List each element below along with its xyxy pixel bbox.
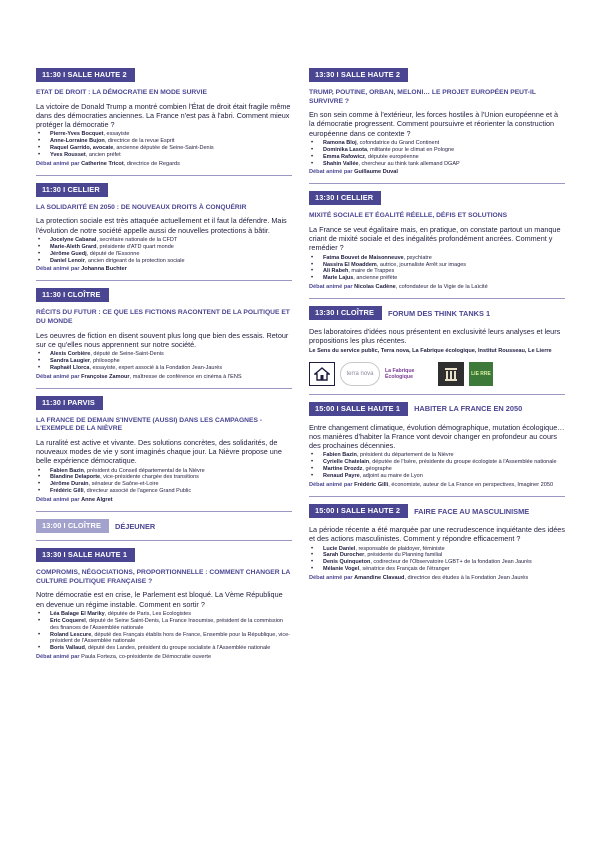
le-lierre-logo: LIE RRE (469, 362, 493, 386)
speaker-role: , président du département de la Nièvre (356, 452, 454, 459)
speaker-role: , députée de Paris, Les Ecologistes (104, 610, 191, 617)
house-logo (309, 362, 335, 386)
speaker-list (36, 611, 292, 652)
speaker-name: Fabien Bazin (323, 452, 357, 459)
speaker-role: , directrice de la revue Esprit (104, 138, 175, 145)
speaker-name: Pierre-Yves Bocquet (50, 131, 104, 138)
divider (309, 183, 565, 184)
time-room-tag: 13:30 I SALLE HAUTE 1 (36, 548, 135, 562)
moderator-role: , économiste, auteur de La France en perspectives, Imaginer 2050 (388, 482, 554, 489)
session-block (36, 548, 292, 661)
speaker-name: Emma Rafowicz (323, 153, 365, 160)
speaker-role: , maire de Trappes (348, 268, 395, 275)
speaker-role: , ancien préfet (85, 151, 121, 158)
speaker-list (309, 452, 565, 480)
left-column (36, 68, 292, 661)
session-description: Entre changement climatique, évolution démographique, mutation écologique… nos manières d'habiter la France vont devoir changer en profondeur au cours des prochaines décennies. (309, 422, 565, 451)
session-description: Notre démocratie est en crise, le Parlement est bloqué. La Vème République en devenue un régime instable. Comment en sortir ? (36, 590, 283, 609)
speaker-role: , présidente d'ATD quart monde (96, 243, 174, 250)
speaker-list (309, 255, 565, 283)
moderator-prefix: Débat animé par (309, 482, 353, 489)
speaker-role: , ancienne préfète (353, 275, 398, 282)
moderator-role: Paula Forteza, co-présidente de Démocratie ouverte (81, 654, 212, 661)
speaker-item (36, 131, 292, 138)
moderator-role: , directrice des études à la Fondation Jean Jaurès (404, 575, 529, 582)
time-room-tag: 15:00 I SALLE HAUTE 2 (309, 504, 408, 518)
session-header (36, 519, 292, 533)
moderator-line (309, 284, 565, 291)
speaker-role: , psychiatre (403, 254, 432, 261)
speaker-role: , essayiste, expert associé à la Fondation Jean-Jaurès (89, 364, 223, 371)
moderator-line (36, 266, 292, 273)
speaker-item (36, 365, 292, 372)
speaker-name: Anne-Lorraine Bujon (50, 138, 105, 145)
moderator-name: Nicolas Cadène (354, 284, 396, 291)
speaker-item (309, 268, 565, 275)
divider (36, 388, 292, 389)
moderator-line (309, 482, 565, 489)
session-header (36, 548, 292, 562)
session-header (309, 191, 565, 205)
speaker-item (309, 140, 565, 147)
speaker-role: , philosophe (90, 357, 120, 364)
session-description: La ruralité est active et vivante. Des solutions concrètes, des solidarités, de nouveaux modes de vie y sont imaginés chaque jour. La Nièvre propose une belle expérience démocratique. (36, 437, 282, 466)
speaker-name: Ali Rabeh (323, 268, 349, 275)
speaker-item (309, 552, 565, 559)
speaker-role: , adjoint au maire de Lyon (359, 473, 423, 480)
speaker-item (36, 138, 292, 145)
speaker-name: Jocelyne Cabanal (50, 236, 97, 243)
moderator-line (36, 161, 292, 168)
moderator-prefix: Débat animé par (36, 497, 80, 504)
divider (309, 298, 565, 299)
moderator-line (309, 575, 565, 582)
right-column (309, 68, 565, 582)
speaker-role: , cofondatrice du Grand Continent (356, 139, 440, 146)
session-label: FAIRE FACE AU MASCULINISME (414, 506, 530, 516)
speaker-item (309, 466, 565, 473)
speaker-name: Alexis Corbière (50, 351, 91, 358)
think-tank-list: Le Sens du service public, Terra nova, La Fabrique écologique, Institut Rousseau, Le Lierre (309, 347, 552, 354)
session-label: FORUM DES THINK TANKS 1 (388, 308, 491, 318)
moderator-prefix: Débat animé par (36, 160, 80, 167)
speaker-name: Lucie Daniel (323, 545, 356, 552)
moderator-name: Françoise Zamour (81, 373, 130, 380)
session-block (309, 191, 565, 291)
speaker-item (309, 452, 565, 459)
session-header (309, 402, 565, 416)
speaker-name: Jérôme Guedj (50, 250, 87, 257)
speaker-name: Nassira El Moaddem (323, 261, 377, 268)
divider (36, 280, 292, 281)
speaker-item (309, 154, 565, 161)
session-description: Des laboratoires d'idées nous présentent en exclusivité leurs analyses et leurs propositions les plus récentes. (309, 327, 561, 346)
session-description: La victoire de Donald Trump a montré combien l'État de droit était fragile même dans des démocraties anciennes. La France n'est pas à l'abri. Comment mieux protéger la démocratie ? (36, 101, 291, 129)
session-description: En son sein comme à l'extérieur, les forces hostiles à l'Union européenne et à la démocratie progressent. Comment poursuivre et réorienter la construction européenne dans ce contexte ? (309, 110, 559, 138)
session-description: La protection sociale est très attaquée actuellement et il faut la défendre. Mais l'évolution de notre société appelle aussi de nouvelles protections à bâtir. (36, 216, 287, 235)
moderator-name: Catherine Tricot (81, 160, 124, 167)
speaker-item (309, 473, 565, 480)
moderator-prefix: Débat animé par (309, 169, 353, 176)
speaker-item (36, 632, 292, 646)
session-title: LA SOLIDARITÉ EN 2050 : DE NOUVEAUX DROITS À CONQUÉRIR (36, 203, 247, 211)
speaker-item (309, 566, 565, 573)
speaker-item (309, 459, 565, 466)
speaker-item (36, 251, 292, 258)
speaker-role: , codirecteur de l'Observatoire LGBT+ de la fondation Jean Jaurès (370, 559, 532, 566)
speaker-name: Dominika Lasota (323, 146, 368, 153)
session-block (36, 288, 292, 380)
speaker-name: Eric Coquerel (50, 617, 86, 624)
time-room-tag: 11:30 I PARVIS (36, 396, 103, 410)
speaker-item (309, 559, 565, 566)
speaker-item (36, 481, 292, 488)
moderator-name: Frédéric Gilli (354, 482, 389, 489)
speaker-name: Daniel Lenoir (50, 257, 85, 264)
time-room-tag: 13:00 I CLOÎTRE (36, 519, 109, 533)
speaker-role: , chercheur au think tank allemand DGAP (358, 160, 460, 167)
speaker-role: , député de Seine Saint-Denis, La France Insoumise, président de la commission des finances de l'Assemblée nationale (50, 617, 283, 631)
speaker-name: Fatma Bouvet de Maisonneuve (323, 254, 404, 261)
speaker-item (36, 645, 292, 652)
speaker-item (309, 147, 565, 154)
speaker-name: Frédéric Gilli (50, 488, 84, 495)
moderator-name: Anne Algret (81, 497, 113, 504)
speaker-role: , députée de l'Isère, présidente du groupe écologiste à l'Assemblée nationale (369, 459, 557, 466)
session-header (36, 288, 292, 302)
session-header (309, 68, 565, 82)
speaker-list (309, 546, 565, 574)
speaker-item (36, 258, 292, 265)
divider (36, 511, 292, 512)
moderator-name: Guillaume Duval (354, 169, 398, 176)
speaker-role: , sénateur de Saône-et-Loire (88, 481, 159, 488)
session-label: HABITER LA FRANCE EN 2050 (414, 404, 523, 414)
speaker-item (309, 255, 565, 262)
speaker-name: Boris Vallaud (50, 645, 85, 652)
speaker-item (309, 275, 565, 282)
speaker-name: Marie-Aleth Grard (50, 243, 97, 250)
time-room-tag: 11:30 I SALLE HAUTE 2 (36, 68, 135, 82)
speaker-role: , secrétaire nationale de la CFDT (96, 236, 178, 243)
session-block (36, 183, 292, 274)
speaker-role: , essayiste (103, 131, 130, 138)
speaker-name: Blandine Delaporte (50, 474, 101, 481)
speaker-item (309, 546, 565, 553)
session-block (309, 504, 565, 582)
session-block (309, 68, 565, 176)
divider (36, 540, 292, 541)
moderator-name: Johanna Buchter (81, 266, 127, 273)
time-room-tag: 13:30 I CELLIER (309, 191, 381, 205)
session-label: DÉJEUNER (115, 521, 156, 531)
moderator-name: Amandine Clavaud (354, 575, 405, 582)
speaker-role: , ancienne députée de Seine-Saint-Denis (113, 145, 214, 152)
speaker-role: , ancien dirigeant de la protection sociale (84, 257, 185, 264)
speaker-name: Roland Lescure (50, 631, 92, 638)
speaker-name: Raquel Garrido, avocate (50, 145, 114, 152)
speaker-name: Martine Drozdz (323, 466, 363, 473)
speaker-item (36, 358, 292, 365)
speaker-item (309, 161, 565, 168)
think-tank-logos (309, 361, 565, 387)
speaker-list (36, 351, 292, 372)
divider (309, 394, 565, 395)
speaker-role: , responsable de plaidoyer, féministe (355, 545, 445, 552)
session-header (309, 306, 565, 320)
speaker-list (36, 468, 292, 496)
time-room-tag: 13:30 I CLOÎTRE (309, 306, 382, 320)
session-block (309, 306, 565, 387)
la-fabrique-ecologique-logo: La Fabrique Écologique (385, 367, 415, 380)
session-title: RÉCITS DU FUTUR : CE QUE LES FICTIONS RACONTENT DE LA POLITIQUE ET DU MONDE (36, 309, 290, 326)
speaker-name: Sandra Laugier (50, 357, 91, 364)
speaker-list (309, 140, 565, 168)
speaker-item (36, 152, 292, 159)
session-title: TRUMP, POUTINE, ORBAN, MELONI… LE PROJET EUROPÉEN PEUT-IL SURVIVRE ? (309, 89, 536, 105)
speaker-role: , vice-présidente chargée des transitions (100, 474, 199, 481)
speaker-name: Shahin Vallée (323, 160, 359, 167)
session-header (36, 68, 292, 82)
moderator-prefix: Débat animé par (309, 284, 353, 291)
speaker-item (36, 611, 292, 618)
session-header (309, 504, 565, 518)
session-title: COMPROMIS, NÉGOCIATIONS, PROPORTIONNELLE : COMMENT CHANGER LA CULTURE POLITIQUE FRANÇAISE ? (36, 569, 291, 585)
moderator-prefix: Débat animé par (309, 575, 353, 582)
session-description: La période récente a été marquée par une recrudescence inquiétante des idées et des actions masculinistes. Comment y répondre efficacement ? (309, 525, 565, 544)
speaker-item (36, 468, 292, 475)
moderator-role: , maîtresse de conférence en cinéma à l'ENS (129, 373, 242, 380)
speaker-name: Yves Rousset (50, 151, 86, 158)
speaker-role: , député des Landes, président du groupe socialiste à l'Assemblée nationale (84, 645, 271, 652)
speaker-item (36, 474, 292, 481)
speaker-name: Mélanie Vogel (323, 566, 360, 573)
speaker-role: , militante pour le climat en Pologne (367, 146, 455, 153)
moderator-role: , cofondateur de la Vigie de la Laïcité (395, 284, 488, 291)
speaker-name: Sarah Durocher (323, 552, 365, 559)
speaker-role: , député des Français établis hors de France, Ensemble pour la République, vice-président de l'Assemblée nationale (50, 631, 290, 645)
session-title: MIXITÉ SOCIALE ET ÉGALITÉ RÉELLE, DÉFIS ET SOLUTIONS (309, 212, 508, 220)
moderator-line (309, 169, 565, 176)
session-block (36, 68, 292, 168)
moderator-line (36, 654, 292, 661)
terra-nova-logo: terra nova (340, 362, 380, 386)
time-room-tag: 15:00 I SALLE HAUTE 1 (309, 402, 408, 416)
speaker-item (36, 488, 292, 495)
time-room-tag: 11:30 I CLOÎTRE (36, 288, 109, 302)
session-description: Les oeuvres de fiction en disent souvent plus long que bien des essais. Retour sur ce qu'elles nous apprennent sur notre société. (36, 330, 289, 349)
speaker-name: Ramona Bloj (323, 139, 357, 146)
speaker-name: Denis Quinqueton (323, 559, 371, 566)
institut-rousseau-logo (438, 362, 464, 386)
speaker-name: Jérôme Durain (50, 481, 89, 488)
moderator-prefix: Débat animé par (36, 654, 80, 661)
speaker-name: Léa Balage El Mariky (50, 610, 105, 617)
speaker-role: , député de Seine-Saint-Denis (90, 351, 164, 358)
speaker-name: Marie Lajus (323, 275, 354, 282)
speaker-list (36, 237, 292, 265)
speaker-list (36, 131, 292, 159)
session-block (36, 396, 292, 504)
speaker-role: , présidente du Planning familial (364, 552, 443, 559)
speaker-role: , autrice, journaliste Arrêt sur images (376, 261, 467, 268)
moderator-line (36, 374, 292, 381)
speaker-item (36, 237, 292, 244)
speaker-name: Raphaël Llorca (50, 364, 90, 371)
speaker-name: Renaud Payre (323, 473, 360, 480)
session-header (36, 183, 292, 197)
moderator-line (36, 497, 292, 504)
speaker-role: , député de l'Essonne (86, 250, 140, 257)
speaker-item (36, 351, 292, 358)
divider (309, 496, 565, 497)
speaker-role: , directeur associé de l'agence Grand Public (83, 488, 192, 495)
time-room-tag: 11:30 I CELLIER (36, 183, 108, 197)
speaker-item (309, 262, 565, 269)
session-block (36, 519, 292, 533)
speaker-item (36, 244, 292, 251)
speaker-role: , président du Conseil départemental de la Nièvre (83, 467, 205, 474)
time-room-tag: 13:30 I SALLE HAUTE 2 (309, 68, 408, 82)
speaker-role: , géographe (362, 466, 392, 473)
speaker-item (36, 145, 292, 152)
session-header (36, 396, 292, 410)
session-title: ETAT DE DROIT : LA DÉMOCRATIE EN MODE SURVIE (36, 89, 207, 96)
divider (36, 175, 292, 176)
speaker-name: Fabien Bazin (50, 467, 84, 474)
speaker-item (36, 618, 292, 632)
speaker-role: , sénatrice des Français de l'étranger (359, 566, 450, 573)
session-description: La France se veut égalitaire mais, en pratique, on constate partout un manque criant de mixité sociale et des inégalités profondément ancrées. Comment y remédier ? (309, 225, 561, 253)
session-block (309, 402, 565, 489)
moderator-role: , directrice de Regards (123, 160, 180, 167)
speaker-role: , députée européenne (364, 153, 419, 160)
moderator-prefix: Débat animé par (36, 373, 80, 380)
session-title: LA FRANCE DE DEMAIN S'INVENTE (AUSSI) DANS LES CAMPAGNES - L'EXEMPLE DE LA NIÈVRE (36, 416, 263, 433)
speaker-name: Cyrielle Chatelain (323, 459, 370, 466)
moderator-prefix: Débat animé par (36, 266, 80, 273)
